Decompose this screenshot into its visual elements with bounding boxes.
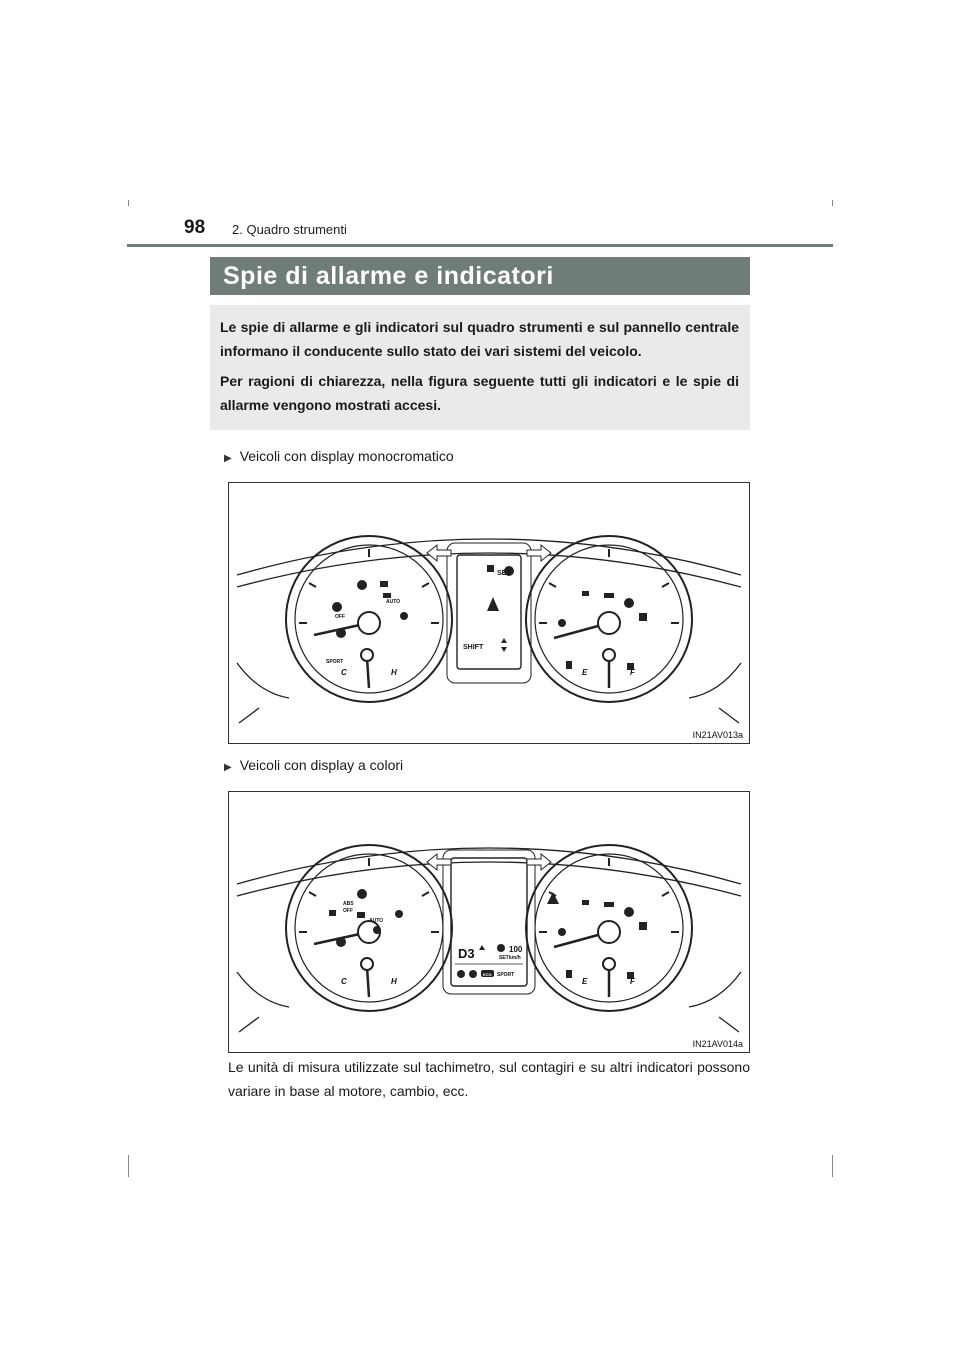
- brake-icon: [558, 928, 566, 936]
- display-set-text: SET: [497, 570, 511, 577]
- page-number: 98: [184, 217, 206, 238]
- cluster-illustration: [229, 483, 749, 743]
- display-unit-text: km/h: [509, 955, 521, 961]
- tire-pressure-icon: [624, 598, 634, 608]
- variant-label-text: Veicoli con display monocromatico: [239, 448, 454, 464]
- tire-pressure-icon: [624, 907, 634, 917]
- body-paragraph: Le unità di misura utilizzate sul tachimetro, sul contagiri e su altri indicatori possono variare in base al motore, cambio, ecc.: [228, 1059, 750, 1099]
- header-rule: [127, 244, 833, 247]
- vsc-off-icon: [639, 922, 647, 930]
- fog-light-icon: [383, 593, 391, 598]
- airbag-icon: [400, 612, 408, 620]
- temp-cold-label: C: [341, 668, 347, 677]
- shift-down-icon: [501, 647, 507, 652]
- fuel-icon: [566, 970, 572, 978]
- auto-stop-icon: [332, 602, 342, 612]
- fuel-full-label: F: [630, 977, 635, 986]
- bullet-arrow-icon: ▶: [224, 453, 232, 464]
- crop-mark: [832, 1155, 833, 1177]
- fuel-empty-label: E: [582, 668, 588, 677]
- parking-brake-icon: [357, 580, 367, 590]
- chapter-title: 2. Quadro strumenti: [232, 222, 347, 237]
- figure-code: IN21AV014a: [692, 1039, 743, 1049]
- intro-paragraph: Le spie di allarme e gli indicatori sul quadro strumenti e sul pannello centrale informano il conducente sullo stato dei vari sistemi del veicolo.: [220, 319, 739, 359]
- shift-up-icon: [479, 945, 485, 950]
- figure-code: IN21AV013a: [692, 730, 743, 740]
- display-gear-text: D3: [458, 946, 475, 961]
- variant-label-color: [224, 757, 403, 773]
- auto-label: AUTO: [369, 918, 384, 924]
- display-sport-text: SPORT: [497, 972, 515, 978]
- cruise-display-icon: [497, 944, 505, 952]
- intro-paragraph: Per ragioni di chiarezza, nella figura seguente tutti gli indicatori e le spie di allarme vengono mostrati accesi.: [220, 373, 739, 413]
- crop-mark: [128, 200, 129, 206]
- auto-label: AUTO: [386, 599, 401, 605]
- airbag-icon: [395, 910, 403, 918]
- off-label: OFF: [335, 614, 345, 620]
- crop-mark: [128, 1155, 129, 1177]
- cruise-display-icon: [487, 565, 494, 572]
- display-speed-text: 100: [509, 945, 523, 954]
- bullet-arrow-icon: ▶: [224, 762, 232, 773]
- seatbelt-icon: [582, 900, 589, 905]
- cluster-illustration: [229, 792, 749, 1052]
- display-set-text: SET: [499, 955, 509, 961]
- intro-box: [210, 305, 750, 430]
- seatbelt-icon: [582, 591, 589, 596]
- crop-mark: [832, 200, 833, 206]
- shift-up-icon: [501, 638, 507, 643]
- fuel-icon: [566, 661, 572, 669]
- master-warning-icon: [336, 628, 346, 638]
- section-title: Spie di allarme e indicatori: [210, 257, 750, 295]
- fuel-empty-label: E: [582, 977, 588, 986]
- sport-label: SPORT: [326, 659, 344, 665]
- headlight-icon: [357, 912, 365, 918]
- vsc-off-icon: [639, 613, 647, 621]
- warning-triangle-icon: [547, 892, 559, 904]
- fog-light-icon: [329, 910, 336, 916]
- temp-hot-label: H: [391, 977, 397, 986]
- parking-brake-icon: [357, 889, 367, 899]
- auto-mode-icon: [457, 970, 465, 978]
- master-warning-icon: [336, 937, 346, 947]
- fuel-full-label: F: [630, 668, 635, 677]
- variant-label-text: Veicoli con display a colori: [239, 757, 404, 773]
- warning-triangle-icon: [487, 597, 499, 611]
- vsc-icon: [604, 902, 614, 907]
- headlight-icon: [380, 581, 388, 587]
- auto-stop-icon: [373, 926, 381, 934]
- temp-hot-label: H: [391, 668, 397, 677]
- display-shift-text: SHIFT: [463, 644, 484, 651]
- off-label: OFF: [343, 908, 353, 914]
- temp-cold-label: C: [341, 977, 347, 986]
- abs-label: ABS: [343, 901, 354, 907]
- brake-icon: [558, 619, 566, 627]
- figure-monochrome-cluster: [228, 482, 750, 744]
- stop-start-icon: [469, 970, 477, 978]
- vsc-icon: [604, 593, 614, 598]
- variant-label-monochrome: [224, 448, 454, 464]
- figure-color-cluster: [228, 791, 750, 1053]
- display-eco-text: ECO: [483, 972, 492, 977]
